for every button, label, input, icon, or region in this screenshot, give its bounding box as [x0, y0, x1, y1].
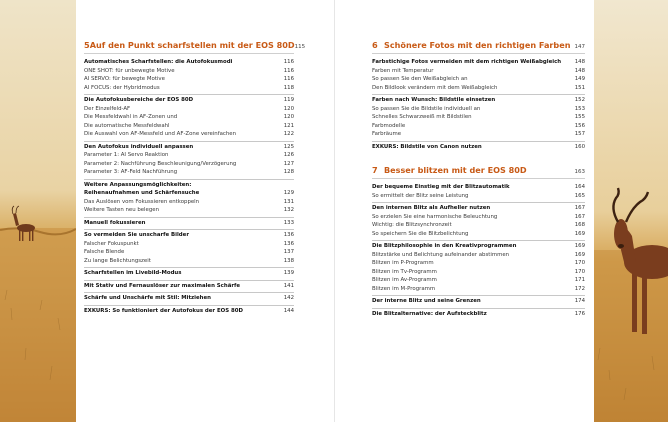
- toc-entry[interactable]: [84, 229, 294, 240]
- toc-entry-title: Scharfstellen im Livebild-Modus: [84, 270, 182, 276]
- toc-entry-page: 164: [574, 184, 585, 190]
- chapter-title: Auf den Punkt scharfstellen mit der EOS 80D: [89, 40, 295, 50]
- toc-entry-page: 168: [574, 222, 585, 228]
- toc-entry-title: Blitzen im P-Programm: [372, 260, 434, 266]
- toc-entry-page: 170: [574, 268, 585, 275]
- toc-entry-page: 121: [283, 122, 294, 129]
- toc-entry-list: [372, 58, 585, 151]
- toc-entry[interactable]: [84, 257, 294, 266]
- toc-entry[interactable]: [372, 67, 585, 76]
- toc-entry-page: 116: [283, 59, 294, 65]
- toc-entry-title: Der bequeme Einstieg mit der Blitzautomatik: [372, 184, 510, 190]
- toc-entry-title: AI FOCUS: der Hybridmodus: [84, 84, 160, 91]
- toc-entry[interactable]: [372, 94, 585, 105]
- toc-entry-page: 139: [283, 270, 294, 276]
- toc-entry[interactable]: [84, 113, 294, 122]
- toc-entry-page: 174: [574, 298, 585, 304]
- toc-entry-page: 152: [574, 97, 585, 103]
- toc-entry-title: AI SERVO: für bewegte Motive: [84, 76, 165, 82]
- toc-entry-title: Schnelles Schwarzweiß mit Bildstilen: [372, 114, 472, 120]
- toc-entry-list: [372, 183, 585, 318]
- toc-entry[interactable]: [372, 202, 585, 213]
- toc-entry-page: 167: [574, 213, 585, 220]
- toc-entry-title: ONE SHOT: für unbewegte Motive: [84, 67, 175, 74]
- toc-entry-title: Die Auswahl von AF-Messfeld und AF-Zone vereinfachen: [84, 131, 237, 137]
- toc-entry-page: 125: [283, 143, 294, 150]
- toc-entry[interactable]: [84, 84, 294, 93]
- toc-entry[interactable]: [84, 206, 294, 215]
- toc-entry[interactable]: [372, 84, 585, 93]
- toc-entry-title: Parameter 1: AI Servo Reaktion: [84, 152, 169, 158]
- toc-entry-title: Blitzen im Av-Programm: [372, 277, 437, 283]
- toc-entry-title: Farbstichige Fotos vermeiden mit dem richtigen Weißabgleich: [372, 59, 562, 65]
- toc-entry-page: 169: [574, 251, 585, 258]
- toc-entry-title: Manuell fokussieren: [84, 219, 146, 226]
- toc-entry[interactable]: [372, 130, 585, 139]
- toc-entry-page: 138: [283, 257, 294, 264]
- toc-entry-page: 169: [574, 243, 585, 249]
- chapter-page: 147: [574, 44, 585, 50]
- toc-entry-page: 176: [574, 310, 585, 317]
- toc-entry[interactable]: [372, 105, 585, 114]
- toc-entry-title: Parameter 2: Nachführung Beschleunigung/Verzögerung: [84, 160, 237, 167]
- toc-entry-title: Farbmodelle: [372, 122, 406, 129]
- toc-entry[interactable]: [372, 259, 585, 268]
- toc-entry-title: Die Blitzalternative: der Aufsteckblitz: [372, 310, 487, 317]
- toc-entry-page: 157: [574, 131, 585, 137]
- chapter-number: 5: [84, 40, 90, 50]
- toc-entry[interactable]: [84, 179, 294, 190]
- toc-entry[interactable]: [372, 295, 585, 306]
- toc-entry-page: 120: [283, 105, 294, 112]
- toc-entry-page: 171: [574, 277, 585, 283]
- page-gutter: [334, 0, 335, 422]
- toc-entry-page: 128: [283, 169, 294, 175]
- toc-entry-title: So speichern Sie die Blitzbelichtung: [372, 230, 469, 237]
- toc-entry-title: EXKURS: So funktioniert der Autofokus der EOS 80D: [84, 307, 243, 314]
- toc-entry[interactable]: [84, 130, 294, 139]
- toc-entry[interactable]: [84, 160, 294, 169]
- toc-entry-title: Mit Stativ und Fernauslöser zur maximalen Schärfe: [84, 282, 241, 289]
- toc-entry-page: 116: [283, 67, 294, 74]
- toc-entry[interactable]: [372, 251, 585, 260]
- toc-entry[interactable]: [84, 240, 294, 249]
- toc-entry-title: Der interne Blitz und seine Grenzen: [372, 298, 481, 304]
- toc-entry[interactable]: [84, 141, 294, 152]
- toc-entry-page: 148: [574, 59, 585, 65]
- toc-entry-title: Die Blitzphilosophie in den Kreativprogrammen: [372, 243, 517, 249]
- toc-entry[interactable]: [84, 217, 294, 228]
- toc-entry[interactable]: [84, 168, 294, 177]
- toc-entry-title: So passen Sie den Weißabgleich an: [372, 76, 468, 82]
- toc-entry-page: 116: [283, 76, 294, 82]
- toc-entry[interactable]: [84, 67, 294, 76]
- chapter-heading[interactable]: [372, 40, 585, 54]
- toc-entry-title: Wichtig: die Blitzsynchronzeit: [372, 222, 452, 228]
- toc-entry[interactable]: [84, 75, 294, 84]
- toc-entry[interactable]: [372, 58, 585, 67]
- toc-entry-title: Blitzen im M-Programm: [372, 285, 436, 292]
- toc-entry[interactable]: [372, 308, 585, 319]
- toc-entry[interactable]: [84, 267, 294, 278]
- chapter-page: 163: [574, 169, 585, 175]
- toc-entry-title: Den Bildlook verändern mit dem Weißabgleich: [372, 84, 498, 91]
- toc-entry-title: So ermittelt der Blitz seine Leistung: [372, 192, 469, 199]
- toc-entry-page: 129: [283, 190, 294, 196]
- chapter-page: 115: [294, 44, 306, 50]
- toc-entry-title: Den internen Blitz als Aufheller nutzen: [372, 205, 491, 211]
- toc-entry[interactable]: [372, 230, 585, 239]
- toc-entry[interactable]: [372, 192, 585, 201]
- toc-entry[interactable]: [84, 151, 294, 160]
- chapter-title: Schönere Fotos mit den richtigen Farben: [384, 40, 571, 50]
- toc-entry[interactable]: [84, 58, 294, 67]
- toc-entry[interactable]: [372, 268, 585, 277]
- toc-entry-title: Weitere Tasten neu belegen: [84, 207, 160, 213]
- toc-entry-title: Blitzstärke und Belichtung aufeinander abstimmen: [372, 251, 510, 258]
- toc-entry[interactable]: [372, 183, 585, 192]
- toc-entry-page: 148: [574, 67, 585, 74]
- toc-entry[interactable]: [372, 285, 585, 294]
- toc-entry[interactable]: [372, 113, 585, 122]
- toc-entry[interactable]: [84, 105, 294, 114]
- toc-entry-page: 122: [283, 131, 294, 137]
- toc-entry-page: 165: [574, 192, 585, 199]
- toc-entry[interactable]: [372, 75, 585, 84]
- toc-entry[interactable]: [372, 276, 585, 285]
- toc-entry-page: 133: [283, 219, 294, 226]
- toc-entry-title: Blitzen im Tv-Programm: [372, 268, 437, 275]
- toc-entry[interactable]: [84, 292, 294, 303]
- savanna-photo-right: [594, 0, 668, 422]
- toc-entry-title: Falscher Fokuspunkt: [84, 240, 139, 247]
- toc-entry-page: 169: [574, 230, 585, 237]
- toc-entry[interactable]: [84, 189, 294, 198]
- toc-entry-page: 118: [283, 84, 294, 91]
- toc-page-right: [372, 40, 585, 318]
- toc-entry-page: 151: [574, 84, 585, 91]
- toc-entry-title: Der Einzelfeld-AF: [84, 105, 131, 112]
- chapter-number: 7: [372, 165, 378, 175]
- toc-entry[interactable]: [84, 198, 294, 207]
- toc-entry-page: 119: [283, 97, 294, 103]
- toc-entry[interactable]: [372, 213, 585, 222]
- toc-entry[interactable]: [84, 248, 294, 257]
- toc-entry-page: 131: [283, 198, 294, 205]
- toc-entry[interactable]: [372, 221, 585, 230]
- toc-entry-title: So passen Sie die Bildstile individuell an: [372, 105, 481, 112]
- toc-entry[interactable]: [372, 141, 585, 152]
- toc-entry-page: 141: [283, 282, 294, 289]
- chapter-number: 6: [372, 40, 378, 50]
- toc-entry-title: Die Messfeldwahl in AF-Zonen und: [84, 114, 178, 120]
- toc-entry-title: Reihenaufnahmen und Schärfensuche: [84, 190, 200, 196]
- chapter-title: Besser blitzen mit der EOS 80D: [384, 165, 527, 175]
- toc-entry-title: Farben mit Temperatur: [372, 67, 434, 74]
- toc-entry-page: 132: [283, 207, 294, 213]
- toc-entry-title: Farben nach Wunsch: Bildstile einsetzen: [372, 97, 496, 103]
- toc-entry-title: Parameter 3: AF-Feld Nachführung: [84, 169, 178, 175]
- toc-entry[interactable]: [84, 305, 294, 316]
- toc-entry-page: 136: [283, 232, 294, 238]
- toc-entry-title: Weitere Anpassungsmöglichkeiten:: [84, 181, 192, 188]
- toc-entry-page: 137: [283, 249, 294, 255]
- toc-entry-page: 170: [574, 260, 585, 266]
- toc-entry[interactable]: [372, 122, 585, 131]
- toc-entry-page: 167: [574, 205, 585, 211]
- savanna-photo-left: [0, 0, 76, 422]
- toc-entry-title: Falsche Blende: [84, 249, 125, 255]
- toc-entry-title: Den Autofokus individuell anpassen: [84, 143, 194, 150]
- toc-entry-title: Farbräume: [372, 131, 402, 137]
- toc-entry-page: 136: [283, 240, 294, 247]
- toc-entry-page: 172: [574, 285, 585, 292]
- toc-entry-title: So erzielen Sie eine harmonische Beleuchtung: [372, 213, 498, 220]
- toc-entry-title: Die automatische Messfeldwahl: [84, 122, 170, 129]
- toc-entry-title: Das Auslösen vom Fokussieren entkoppeln: [84, 198, 200, 205]
- toc-entry-title: Die Autofokusbereiche der EOS 80D: [84, 97, 194, 103]
- toc-entry-page: 153: [574, 105, 585, 112]
- toc-entry-page: 127: [283, 160, 294, 167]
- toc-entry[interactable]: [372, 240, 585, 251]
- toc-entry-page: 126: [283, 152, 294, 158]
- toc-entry-title: EXKURS: Bildstile von Canon nutzen: [372, 143, 482, 150]
- toc-entry[interactable]: [84, 94, 294, 105]
- toc-entry-page: 160: [574, 143, 585, 150]
- toc-entry-title: So vermeiden Sie unscharfe Bilder: [84, 232, 189, 238]
- chapter-heading[interactable]: [84, 40, 306, 54]
- toc-entry-title: Zu lange Belichtungszeit: [84, 257, 151, 264]
- toc-entry-page: 144: [283, 307, 294, 314]
- toc-entry-page: 149: [574, 76, 585, 82]
- toc-entry-page: 155: [574, 114, 585, 120]
- toc-entry-page: 142: [283, 295, 294, 301]
- toc-entry[interactable]: [84, 280, 294, 291]
- toc-entry-title: Schärfe und Unschärfe mit Stil: Mitziehen: [84, 295, 211, 301]
- toc-entry-page: 120: [283, 114, 294, 120]
- toc-entry-title: Automatisches Scharfstellen: die Autofokusmodi: [84, 59, 233, 65]
- toc-entry[interactable]: [84, 122, 294, 131]
- chapter-heading[interactable]: [372, 165, 585, 179]
- toc-entry-list: [84, 58, 294, 315]
- toc-entry-page: 156: [574, 122, 585, 129]
- toc-page-left: [84, 40, 306, 315]
